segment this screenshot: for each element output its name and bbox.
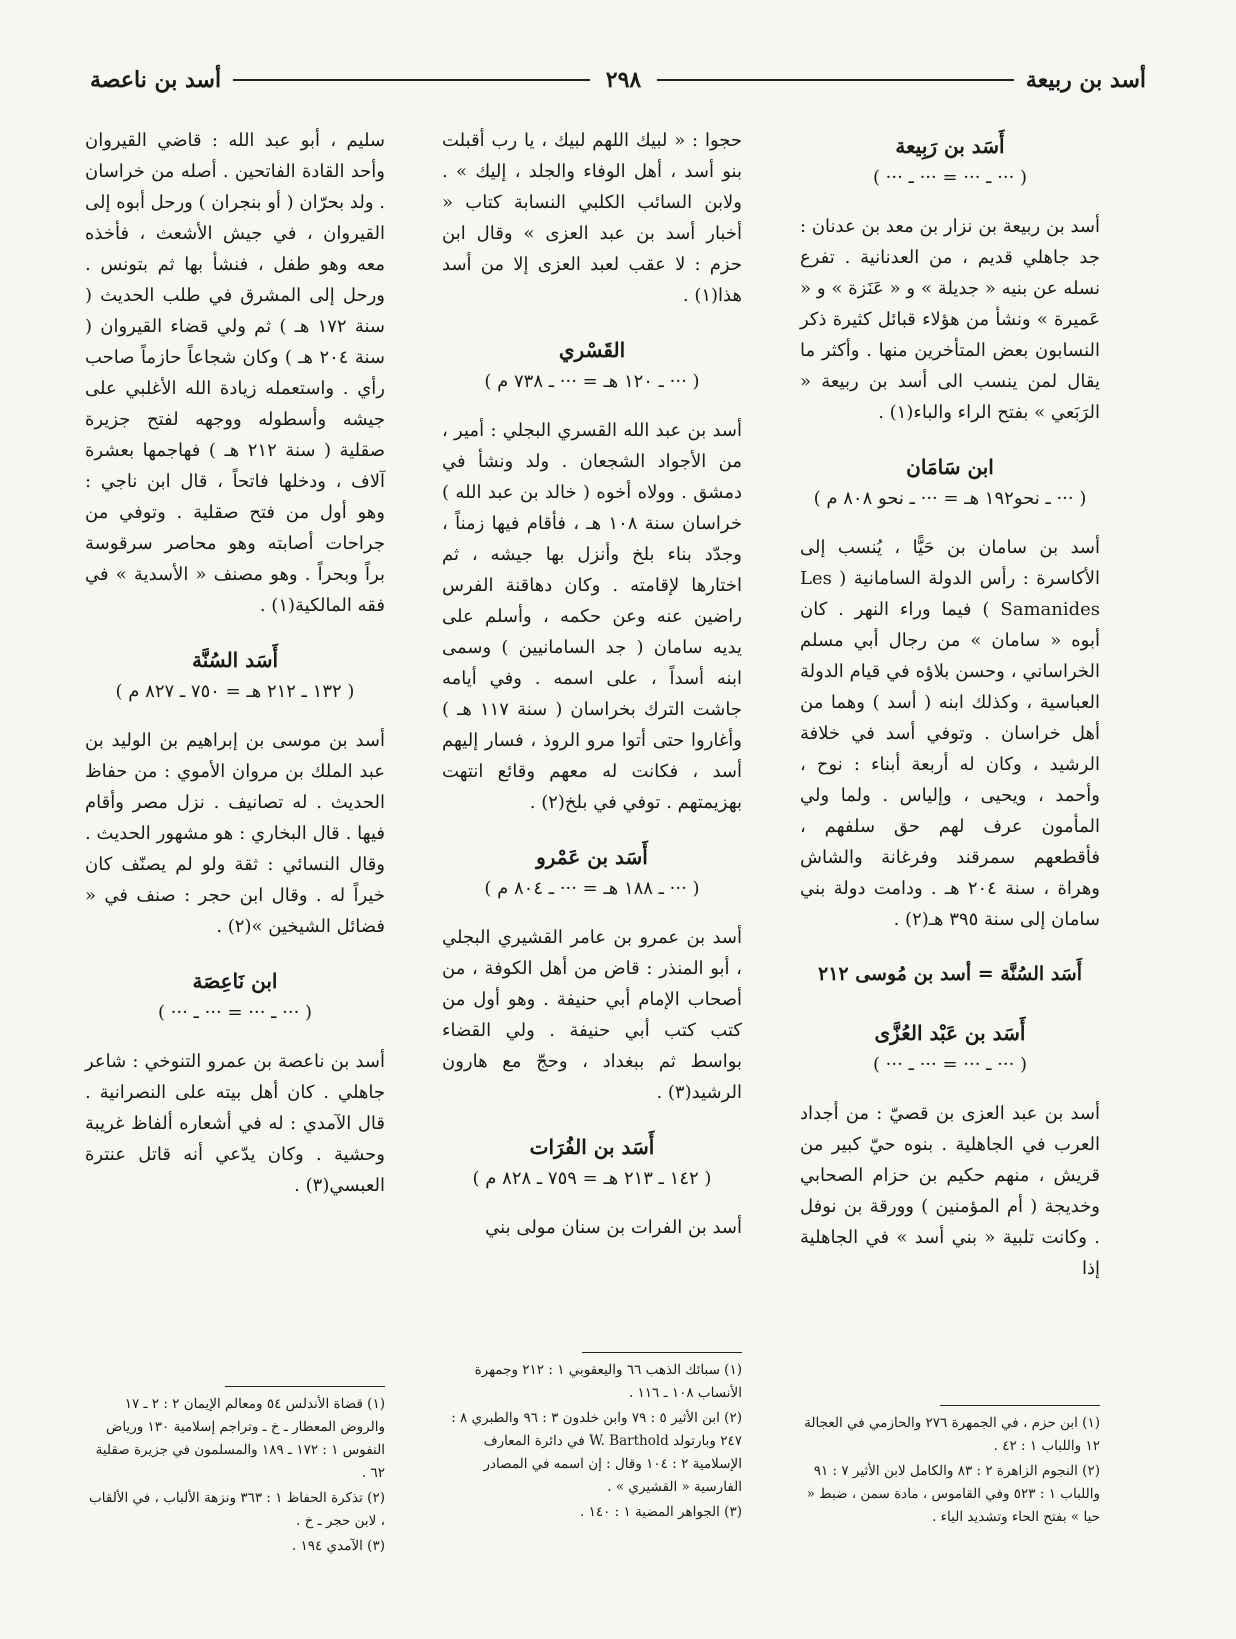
entry-title: القَسْري — [558, 338, 626, 362]
entry-continuation — [85, 125, 385, 621]
running-header — [90, 60, 1146, 100]
footnote: (١) قضاة الأندلس ٥٤ ومعالم الإيمان ٢ : ٢ ـ ١٧ والروض المعطار ـ خ ـ وتراجم إسلامية ١٣٠ ورياض النفوس ١ : ١٧٢ ـ ١٨٩ والمسلمون في جزيرة صقلية ٦٢ . — [95, 1396, 385, 1481]
entry-dates: ( ··· ـ ١٨٨ هـ = ··· ـ ٨٠٤ م ) — [484, 878, 700, 899]
entry-asad-ibn-al-furat — [442, 1132, 742, 1243]
crossref-asad-al-sunna: أَسَد السُنَّة = أسد بن مُوسى ٢١٢ — [817, 963, 1082, 985]
entry-title: أَسَد بن عَبْد العُزَّى — [874, 1021, 1026, 1045]
entry-dates: ( ··· ـ ··· = ··· ـ ··· ) — [872, 1054, 1028, 1075]
entry-continuation — [442, 125, 742, 311]
header-left-title: أسد بن ناعصة — [89, 67, 222, 93]
entry-dates: ( ١٣٢ ـ ٢١٢ هـ = ٧٥٠ ـ ٨٢٧ م ) — [115, 681, 355, 702]
header-rule-right — [657, 79, 1014, 81]
footnote: (١) ابن حزم ، في الجمهرة ٢٧٦ والحازمي في العجالة ١٢ واللباب ١ : ٤٢ . — [804, 1415, 1100, 1454]
column-middle — [442, 125, 742, 1267]
header-rule-left — [233, 79, 590, 81]
page-number: ٢٩٨ — [605, 67, 642, 93]
entry-body: أسد بن عبد العزى بن قصيّ : من أجداد العرب في الجاهلية . بنوه حيّ كبير من قريش ، منهم حكيم بن حزام الصحابي وخديجة ( أم المؤمنين ) وورقة بن نوفل . وكانت تلبية « بني أسد » في الجاهلية إذا — [800, 1103, 1100, 1279]
column-left — [85, 125, 385, 1225]
entry-dates: ( ··· ـ ··· = ··· ـ ··· ) — [872, 167, 1028, 188]
footnotes-left — [85, 1386, 385, 1560]
entry-body: أسد بن موسى بن إبراهيم بن الوليد بن عبد الملك بن مروان الأموي : من حفاظ الحديث . له تصانيف . نزل مصر وأقام فيها . قال البخاري : هو مشهور الحديث . وقال النسائي : ثقة ولو لم يصنّف كان خيراً له . وقال ابن حجر : صنف في « فضائل الشيخين »(٢) . — [85, 730, 385, 937]
footnote: (٣) الآمدي ١٩٤ . — [291, 1538, 385, 1554]
entry-body: أسد بن سامان بن حَيًّا ، يُنسب إلى الأكاسرة : رأس الدولة السامانية ( Les Samanides ) فيما وراء النهر . كان أبوه « سامان » من رجال أبي مسلم الخراساني ، وحسن بلاؤه في قيام الدولة العباسية ، وكذلك ابنه ( أسد ) وهما من أهل خراسان . وتوفي أسد في خلافة الرشيد ، وكان له أربعة أبناء : نوح ، وأحمد ، ويحيى ، وإلياس . ولما ولي المأمون عرف لهم حق سلفهم ، فأقطعهم سمرقند وفرغانة والشاش وهراة ، سنة ٢٠٤ هـ . ودامت دولة بني سامان إلى سنة ٣٩٥ هـ(٢) . — [800, 537, 1100, 930]
footnote: (٢) النجوم الزاهرة ٢ : ٨٣ والكامل لابن الأثير ٧ : ٩١ واللباب ١ : ٥٢٣ وفي القاموس ، مادة سمن ، ضبط « حيا » بفتح الحاء وتشديد الياء . — [806, 1463, 1100, 1525]
entry-title: ابن سَامَان — [906, 455, 994, 479]
entry-title: أَسَد بن عَمْرو — [536, 845, 648, 869]
entry-dates: ( ··· ـ ··· = ··· ـ ··· ) — [157, 1002, 313, 1023]
entry-body: أسد بن ربيعة بن نزار بن معد بن عدنان : جد جاهلي قديم ، من العدنانية . تفرع نسله عن بنيه « جديلة » و « عَنَزة » و « عَميرة » ونشأ من هؤلاء قبائل كثيرة ذكر النسابون بعض المتأخرين منها . وأكثر ما يقال لمن ينسب الى أسد بن ربيعة « الرَبَعي » بفتح الراء والباء(١) . — [800, 216, 1100, 423]
entry-title: أَسَد بن الفُرَات — [529, 1135, 655, 1159]
column-right — [800, 125, 1100, 1308]
footnotes-right — [800, 1405, 1100, 1531]
footnote-rule — [940, 1405, 1100, 1406]
entry-body: أسد بن الفرات بن سنان مولى بني — [485, 1217, 742, 1238]
entry-asad-ibn-rabia — [800, 131, 1100, 428]
entry-title: ابن نَاعِصَة — [192, 969, 278, 993]
entry-asad-ibn-amr — [442, 842, 742, 1108]
entry-asad-al-sunna — [85, 645, 385, 942]
header-right-title: أسد بن ربيعة — [1025, 67, 1146, 93]
entry-body: أسد بن ناعصة بن عمرو التنوخي : شاعر جاهلي . كان أهل بيته على النصرانية . قال الآمدي : له في أشعاره ألفاظ غريبة وحشية . وكان يدّعي أنه قاتل عنترة العبسي(٣) . — [85, 1051, 385, 1196]
footnote: (١) سبائك الذهب ٦٦ واليعقوبي ١ : ٢١٢ وجمهرة الأنساب ١٠٨ ـ ١١٦ . — [474, 1362, 742, 1401]
footnote: (٣) الجواهر المضية ١ : ١٤٠ . — [579, 1504, 742, 1520]
footnotes-middle — [442, 1352, 742, 1526]
entry-ibn-saman — [800, 452, 1100, 935]
entry-body: سليم ، أبو عبد الله : قاضي القيروان وأحد القادة الفاتحين . أصله من خراسان . ولد بحرّان ( أو بنجران ) ورحل أبوه إلى القيروان ، في جيش الأشعث ، فأخذه معه وهو طفل ، فنشأ بها ثم بتونس . ورحل إلى المشرق في طلب الحديث ( سنة ١٧٢ هـ ) ثم ولي قضاء القيروان ( سنة ٢٠٤ هـ ) وكان شجاعاً حازماً صاحب رأي . واستعمله زيادة الله الأغلبي على جيشه وأسطوله ووجهه لفتح جزيرة صقلية ( سنة ٢١٢ هـ ) فهاجمها بعشرة آلاف ، ودخلها فاتحاً ، قال ابن ناجي : وهو أول من فتح صقلية . وتوفي من جراحات أصابته وهو محاصر سرقوسة براً وبحراً . وهو مصنف « الأسدية » في فقه المالكية(١) . — [85, 130, 385, 616]
entry-body: أسد بن عمرو بن عامر القشيري البجلي ، أبو المنذر : قاض من أهل الكوفة ، من أصحاب الإمام أبي حنيفة . وهو أول من كتب كتب أبي حنيفة . ولي القضاء بواسط ثم ببغداد ، وحجّ مع هارون الرشيد(٣) . — [442, 927, 742, 1103]
footnote: (٢) تذكرة الحفاظ ١ : ٣٦٣ ونزهة الألباب ، في الألقاب ، لابن حجر ـ خ . — [89, 1490, 385, 1529]
entry-dates: ( ··· ـ ١٢٠ هـ = ··· ـ ٧٣٨ م ) — [484, 371, 700, 392]
entry-body: حجوا : « لبيك اللهم لبيك ، يا رب أقبلت بنو أسد ، أهل الوفاء والجلد ، إليك » . ولابن السائب الكلبي النسابة كتاب « أخبار أسد بن عبد العزى » وقال ابن حزم : لا عقب لعبد العزى إلا من أسد هذا(١) . — [442, 130, 742, 306]
entry-asad-ibn-abd-al-uzza — [800, 1018, 1100, 1284]
entry-al-qasri — [442, 335, 742, 818]
entry-dates: ( ··· ـ نحو١٩٢ هـ = ··· ـ نحو ٨٠٨ م ) — [813, 488, 1087, 509]
entry-title: أَسَد السُنَّة — [191, 648, 279, 672]
entry-title: أَسَد بن رَبِيعة — [895, 134, 1005, 158]
footnote-rule — [582, 1352, 742, 1353]
entry-dates: ( ١٤٢ ـ ٢١٣ هـ = ٧٥٩ ـ ٨٢٨ م ) — [472, 1168, 712, 1189]
entry-body: أسد بن عبد الله القسري البجلي : أمير ، من الأجواد الشجعان . ولد ونشأ في دمشق . وولاه أخوه ( خالد بن عبد الله ) خراسان سنة ١٠٨ هـ ، فأقام فيها زمناً ، وجدّد بناء بلخ وأنزل بها جيشه ، ثم اختارها لإقامته . وكان دهاقنة الفرس راضين عنه وعن حكمه ، وأسلم على يديه سامان ( جد السامانيين ) وسمى ابنه أسداً ، على اسمه . وفي أيامه جاشت الترك بخراسان ( سنة ١١٧ هـ ) وأغاروا حتى أتوا مرو الروذ ، فسار إليهم أسد ، فكانت له معهم وقائع انتهت بهزيمتهم . توفي في بلخ(٢) . — [442, 420, 742, 813]
entry-ibn-naisa — [85, 966, 385, 1201]
footnote: (٢) ابن الأثير ٥ : ٧٩ وابن خلدون ٣ : ٩٦ والطبري ٨ : ٢٤٧ وبارتولد W. Barthold في دائرة المعارف الإسلامية ٢ : ١٠٤ وقال : إن اسمه في المصادر الفارسية « القشيري » . — [451, 1410, 742, 1495]
footnote-rule — [225, 1386, 385, 1387]
